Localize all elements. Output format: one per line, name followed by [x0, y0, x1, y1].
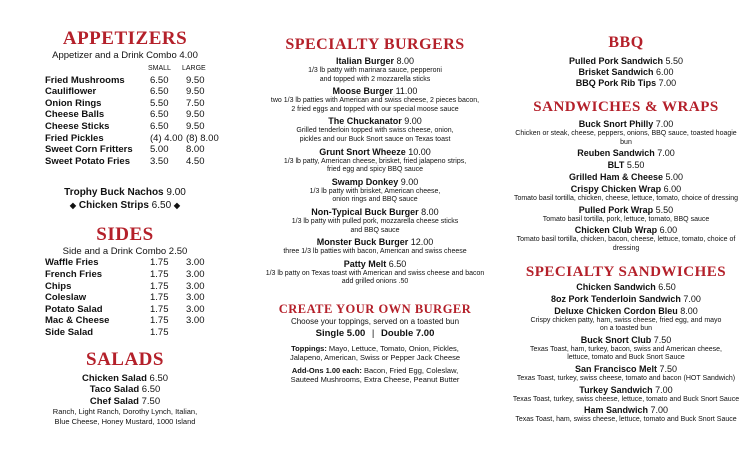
item-name: BBQ Pork Rib Tips	[575, 78, 657, 88]
item-large-price: 3.00	[186, 292, 205, 304]
toppings-line-1	[258, 344, 492, 354]
appetizers-subtitle: Appetizer and a Drink Combo 4.00	[52, 50, 198, 61]
item-name: Cauliflower	[45, 86, 97, 98]
item-name: Pulled Pork Wrap	[578, 204, 654, 215]
menu-item	[512, 160, 740, 171]
item-heading	[512, 119, 740, 130]
item-heading	[512, 160, 740, 171]
item-heading	[512, 335, 740, 346]
dressings-line-2: Blue Cheese, Honey Mustard, 1000 Island	[54, 416, 196, 426]
chicken-strips-item	[20, 199, 230, 212]
item-small-price: 1.75	[150, 257, 169, 269]
item-large-price: 3.00	[186, 269, 205, 281]
item-price: 7.50	[659, 363, 678, 374]
item-description: onion rings and BBQ sauce	[332, 196, 418, 204]
item-large-price: 3.00	[186, 303, 205, 315]
menu-item	[258, 259, 492, 287]
menu-row	[20, 396, 230, 408]
menu-item	[512, 385, 740, 405]
menu-item	[258, 207, 492, 235]
appetizers-col-headers	[20, 63, 230, 75]
menu-item	[258, 177, 492, 205]
addons-text: Bacon, Fried Egg, Coleslaw,	[363, 365, 459, 375]
toppings-line-2: Jalapeno, American, Swiss or Pepper Jack Cheese	[289, 353, 461, 363]
item-large-price: (8) 8.00	[186, 132, 219, 144]
item-small-price: 6.50	[150, 109, 169, 121]
wraps-title: SANDWICHES & WRAPS	[533, 99, 719, 115]
item-description: lettuce, tomato and Buck Snort Sauce	[567, 354, 685, 362]
item-name: Ham Sandwich	[583, 405, 648, 416]
item-description: two 1/3 lb patties with American and swiss cheese, 2 pieces bacon,	[270, 97, 480, 105]
item-price: 7.00	[683, 293, 701, 304]
item-small-price: 1.75	[150, 315, 169, 327]
item-heading	[512, 205, 740, 216]
item-description: three 1/3 lb patties with bacon, American and swiss cheese	[283, 248, 467, 256]
item-name: Chicken Sandwich	[576, 281, 656, 292]
double-price: Double 7.00	[381, 327, 435, 339]
sides-title: SIDES	[96, 224, 154, 246]
item-description: 2 fried eggs and topped with our special moose sauce	[291, 105, 459, 113]
item-large-price: 8.00	[186, 144, 205, 156]
item-small-price: 5.50	[150, 97, 169, 109]
menu-row	[512, 56, 740, 67]
sides-subtitle: Side and a Drink Combo 2.50	[62, 246, 188, 258]
item-small-price: 6.50	[150, 74, 169, 86]
item-name: Chips	[45, 280, 72, 292]
menu-item	[258, 116, 492, 144]
col-small-label: SMALL	[148, 65, 171, 72]
item-name: Potato Salad	[45, 303, 103, 315]
single-price: Single 5.00	[315, 327, 366, 339]
item-name: Pulled Pork Sandwich	[568, 56, 663, 66]
item-name: 8oz Pork Tenderloin Sandwich	[551, 293, 681, 304]
item-heading	[258, 207, 492, 218]
item-name: Patty Melt	[343, 258, 387, 269]
item-price: 7.00	[655, 119, 674, 129]
bbq-list	[512, 56, 740, 89]
item-name: Trophy Buck Nachos	[64, 187, 164, 199]
salads-list	[20, 373, 230, 408]
menu-item	[512, 364, 740, 384]
menu-row	[20, 269, 230, 281]
menu-item	[512, 294, 740, 305]
item-price: 9.00	[400, 176, 419, 187]
item-name: Coleslaw	[45, 292, 87, 304]
item-name: Italian Burger	[335, 56, 394, 66]
item-price: 7.50	[141, 395, 161, 407]
item-description: Chicken or steak, cheese, peppers, onions, BBQ sauce, toasted hoagie bun	[515, 130, 737, 146]
toppings-text: Mayo, Lettuce, Tomato, Onion, Pickles,	[328, 343, 459, 353]
right-column	[512, 0, 740, 425]
item-large-price: 9.50	[186, 74, 205, 86]
item-name: The Chuckanator	[328, 116, 402, 127]
item-description: Tomato basil tortilla, pork, lettuce, tomato, BBQ sauce	[542, 215, 710, 223]
menu-row	[20, 373, 230, 385]
item-name: Brisket Sandwich	[578, 67, 654, 77]
item-small-price: (4) 4.00	[150, 132, 183, 144]
menu-row	[20, 86, 230, 98]
cyob-subtitle: Choose your toppings, served on a toasted bun	[290, 316, 460, 326]
menu-row	[20, 121, 230, 133]
menu-row	[20, 257, 230, 269]
item-small-price: 5.00	[150, 144, 169, 156]
item-name: Chicken Club Wrap	[574, 225, 658, 236]
item-heading	[512, 225, 740, 236]
item-description: Tomato basil tortilla, chicken, bacon, cheese, lettuce, tomato, choice of dressing	[516, 236, 736, 252]
item-description: add grilled onions .50	[341, 278, 409, 286]
item-name: Chef Salad	[89, 395, 139, 407]
burgers-title: SPECIALTY BURGERS	[285, 36, 465, 53]
item-name: Waffle Fries	[45, 257, 99, 269]
item-heading	[258, 86, 492, 97]
item-large-price: 9.50	[186, 109, 205, 121]
item-large-price: 9.50	[186, 86, 205, 98]
toppings-label: Toppings:	[291, 343, 327, 353]
item-price: 12.00	[410, 237, 434, 248]
item-price: 7.00	[655, 384, 673, 395]
bbq-title: BBQ	[608, 34, 644, 51]
addons-line-1	[258, 366, 492, 376]
item-name: San Francisco Melt	[574, 363, 657, 374]
item-name: Buck Snort Club	[580, 334, 652, 345]
item-name: Crispy Chicken Wrap	[570, 184, 662, 195]
item-description: pickles and our Buck Snort sauce on Texas toast	[299, 135, 451, 143]
item-price: 7.00	[658, 78, 677, 88]
item-small-price: 1.75	[150, 269, 169, 281]
item-price: 6.00	[663, 184, 682, 195]
item-heading	[258, 237, 492, 248]
item-price: 5.00	[665, 172, 684, 183]
item-name: Fried Mushrooms	[45, 74, 125, 86]
item-price: 8.00	[680, 305, 698, 316]
item-description: and topped with 2 mozzarella sticks	[319, 75, 431, 83]
item-name: Sweet Corn Fritters	[45, 144, 133, 156]
item-heading	[258, 259, 492, 270]
item-description: 1/3 lb patty on Texas toast with American and swiss cheese and bacon	[265, 269, 485, 277]
item-small-price: 1.75	[150, 292, 169, 304]
left-column	[20, 0, 230, 426]
item-description: 1/3 lb patty with pulled pork, mozzarella cheese sticks	[291, 217, 459, 225]
item-price: 7.00	[650, 405, 669, 416]
menu-row	[20, 304, 230, 316]
menu-row	[512, 78, 740, 89]
specialty-list	[512, 282, 740, 425]
item-description: 1/3 lb patty, American cheese, brisket, fried jalapeno strips,	[283, 157, 467, 165]
item-heading	[258, 56, 492, 67]
item-description: Texas Toast, ham, swiss cheese, lettuce, tomato and Buck Snort Sauce	[515, 416, 737, 424]
item-name: Fried Pickles	[45, 132, 104, 144]
item-name: Mac & Cheese	[45, 315, 110, 327]
cyob-prices	[258, 327, 492, 340]
item-price: 8.00	[421, 206, 439, 217]
item-small-price: 1.75	[150, 327, 169, 339]
menu-item	[512, 335, 740, 363]
diamond-icon: ◆	[173, 201, 181, 211]
item-price: 6.50	[388, 258, 407, 269]
menu-item	[512, 119, 740, 147]
item-heading	[512, 148, 740, 159]
item-small-price: 1.75	[150, 303, 169, 315]
item-heading	[512, 294, 740, 305]
item-small-price: 3.50	[150, 155, 169, 167]
item-description: on a toasted bun	[599, 325, 653, 333]
menu-row	[20, 133, 230, 145]
item-small-price: 1.75	[150, 280, 169, 292]
menu-row	[20, 281, 230, 293]
menu-row	[20, 327, 230, 339]
col-large-label: LARGE	[182, 65, 206, 72]
item-price: 7.00	[657, 148, 675, 159]
item-name: Deluxe Chicken Cordon Bleu	[554, 305, 678, 316]
item-name: Taco Salad	[89, 384, 140, 396]
item-name: Onion Rings	[45, 97, 102, 109]
item-heading	[512, 172, 740, 183]
item-price: 7.50	[653, 334, 672, 345]
item-small-price: 6.50	[150, 86, 169, 98]
item-name: BLT	[607, 160, 625, 171]
menu-item	[512, 225, 740, 253]
menu-row	[20, 315, 230, 327]
menu-row	[20, 144, 230, 156]
nachos-item	[20, 186, 230, 199]
item-price: 10.00	[408, 146, 431, 157]
item-price: 6.50	[658, 281, 676, 292]
item-name: Grunt Snort Wheeze	[319, 146, 406, 157]
item-name: French Fries	[45, 269, 103, 281]
item-description: Grilled tenderloin topped with swiss cheese, onion,	[296, 127, 454, 135]
menu-item	[512, 405, 740, 425]
item-price: 6.50	[151, 200, 172, 212]
item-large-price: 3.00	[186, 315, 205, 327]
item-small-price: 6.50	[150, 120, 169, 132]
dressings-line-1: Ranch, Light Ranch, Dorothy Lynch, Italian,	[52, 407, 198, 417]
item-heading	[512, 306, 740, 317]
item-price: 6.50	[149, 372, 169, 384]
item-price: 6.00	[656, 67, 674, 77]
menu-row	[20, 98, 230, 110]
sides-list	[20, 257, 230, 338]
item-name: Reuben Sandwich	[577, 148, 655, 159]
item-price: 6.50	[141, 384, 161, 396]
item-description: fried egg and spicy BBQ sauce	[326, 166, 424, 174]
item-price: 6.00	[659, 225, 678, 236]
item-price: 9.00	[166, 187, 186, 199]
item-heading	[512, 385, 740, 396]
item-description: Texas Toast, turkey, swiss cheese, tomato and bacon (HOT Sandwich)	[516, 374, 736, 382]
item-description: 1/3 lb patty with brisket, American cheese,	[309, 187, 441, 195]
item-heading	[258, 147, 492, 158]
item-name: Sweet Potato Fries	[45, 155, 130, 167]
specialty-title: SPECIALTY SANDWICHES	[525, 263, 727, 280]
addons-label: Add-Ons 1.00 each:	[291, 365, 362, 375]
item-large-price: 4.50	[186, 155, 205, 167]
item-description: Tomato basil tortilla, chicken, cheese, lettuce, tomato, choice of dressing	[513, 195, 739, 203]
item-description: 1/3 lb patty with marinara sauce, pepperoni	[308, 67, 442, 74]
item-price: 5.50	[626, 160, 645, 171]
item-description: and BBQ sauce	[350, 226, 400, 234]
item-name: Cheese Balls	[45, 109, 105, 121]
menu-item	[258, 237, 492, 257]
menu-item	[512, 184, 740, 204]
menu-item	[258, 86, 492, 114]
addons-line-2: Sauteed Mushrooms, Extra Cheese, Peanut Butter	[290, 375, 460, 385]
item-name: Swamp Donkey	[331, 176, 399, 187]
appetizers-title: APPETIZERS	[62, 28, 188, 49]
item-name: Buck Snort Philly	[578, 119, 654, 129]
item-name: Moose Burger	[332, 86, 394, 97]
burgers-list	[258, 56, 492, 287]
item-heading	[512, 184, 740, 195]
menu-item	[512, 205, 740, 225]
item-name: Monster Buck Burger	[316, 237, 409, 248]
menu-row	[20, 156, 230, 168]
menu-row	[20, 75, 230, 87]
item-heading	[258, 116, 492, 127]
menu-item	[258, 147, 492, 175]
cyob-title: CREATE YOUR OWN BURGER	[278, 301, 472, 316]
menu-row	[20, 109, 230, 121]
item-price: 8.00	[396, 56, 415, 66]
menu-item	[512, 172, 740, 183]
menu-row	[20, 384, 230, 396]
item-name: Side Salad	[45, 327, 94, 339]
item-large-price: 7.50	[186, 97, 205, 109]
menu-row	[512, 67, 740, 78]
item-name: Chicken Salad	[81, 372, 147, 384]
item-price: 5.50	[665, 56, 684, 66]
item-price: 9.00	[404, 116, 422, 127]
item-large-price: 3.00	[186, 257, 205, 269]
item-name: Chicken Strips	[78, 200, 149, 212]
price-separator: |	[371, 327, 375, 339]
item-name: Cheese Sticks	[45, 120, 110, 132]
menu-item	[512, 306, 740, 334]
item-price: 5.50	[655, 204, 674, 215]
menu-item	[258, 56, 492, 84]
item-heading	[258, 177, 492, 188]
item-large-price: 3.00	[186, 280, 205, 292]
item-name: Turkey Sandwich	[579, 384, 653, 395]
middle-column	[258, 0, 492, 385]
item-name: Non-Typical Buck Burger	[311, 206, 419, 217]
menu-item	[512, 148, 740, 159]
diamond-icon: ◆	[69, 201, 77, 211]
salads-title: SALADS	[86, 348, 164, 370]
item-name: Grilled Ham & Cheese	[568, 172, 663, 183]
item-large-price: 9.50	[186, 120, 205, 132]
item-description: Texas Toast, ham, turkey, bacon, swiss and American cheese,	[530, 345, 722, 353]
appetizers-list	[20, 75, 230, 168]
menu-item	[512, 282, 740, 293]
item-price: 11.00	[395, 86, 418, 97]
wraps-list	[512, 119, 740, 254]
item-description: Crispy chicken patty, ham, swiss cheese, fried egg, and mayo	[530, 316, 722, 324]
item-heading	[512, 364, 740, 375]
item-heading	[512, 405, 740, 416]
item-description: Texas Toast, turkey, swiss cheese, lettuce, tomato and Buck Snort Sauce	[512, 395, 740, 403]
item-heading	[512, 282, 740, 293]
menu-row	[20, 292, 230, 304]
